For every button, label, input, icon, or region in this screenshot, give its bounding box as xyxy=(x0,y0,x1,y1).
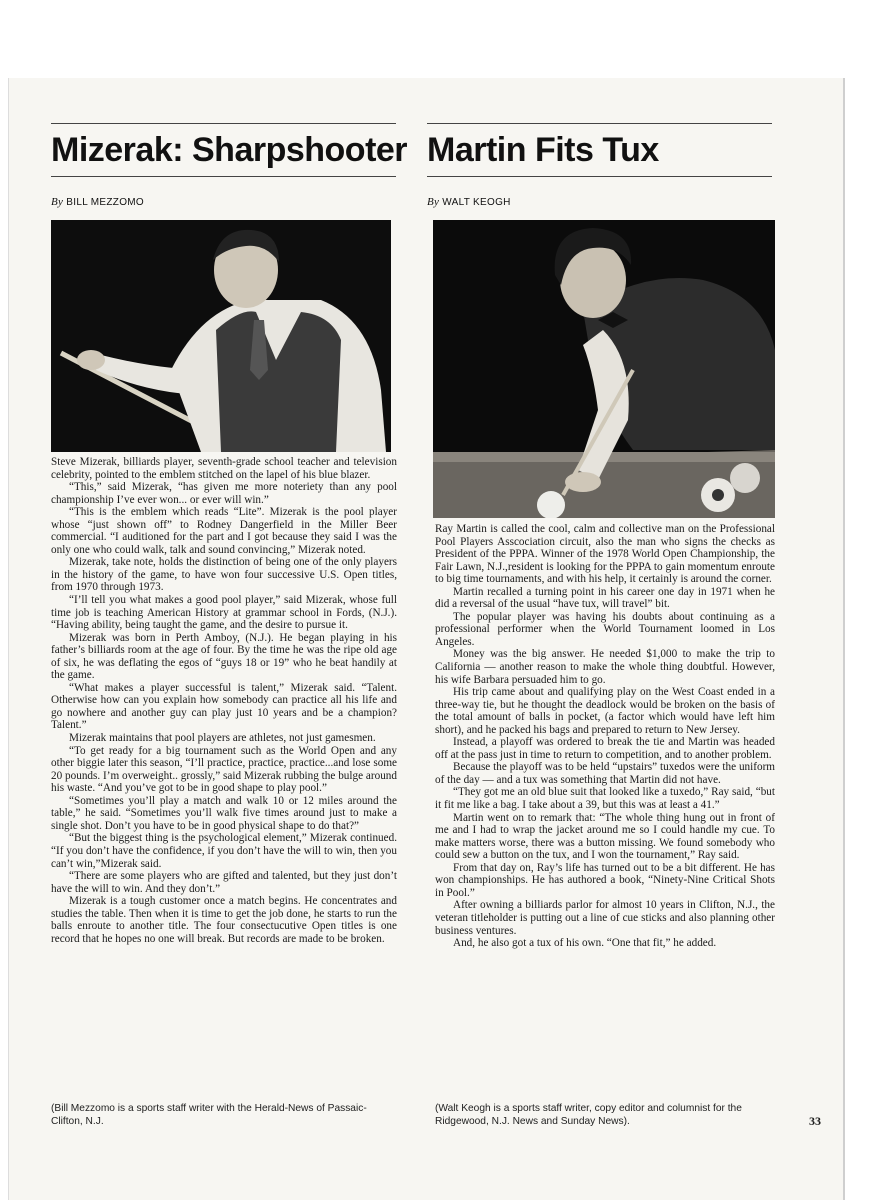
magazine-page xyxy=(8,78,845,1200)
right-byline xyxy=(427,196,511,208)
paragraph: “But the biggest thing is the psychological element,” Mizerak continued. “If you don’t have the confidence, if you don’t have the will to win, then you can’t win,”Mizerak said. xyxy=(51,832,397,870)
page-number: 33 xyxy=(809,1114,821,1128)
martin-photo-illustration xyxy=(433,220,775,518)
right-article-body xyxy=(435,523,775,950)
paragraph: Instead, a playoff was ordered to break the tie and Martin was headed off at the pass just in time to return to competition, and to another problem. xyxy=(435,736,775,761)
paragraph: Steve Mizerak, billiards player, seventh-grade school teacher and television celebrity, pointed to the emblem stitched on the lapel of his blue blazer. xyxy=(51,456,397,481)
paragraph: “To get ready for a big tournament such as the World Open and any other biggie later this season, “I’ll practice, practice, practice...and lose some 20 pounds. I’m overweight.. grossly,” said Mizerak rubbing the bulge around his waste. “And you’ve got to be in good shape to play pool.” xyxy=(51,744,397,795)
byline-prefix: By xyxy=(427,196,440,208)
paragraph: Because the playoff was to be held “upstairs” tuxedos were the uniform of the day — and a tux was something that Martin did not have. xyxy=(435,761,775,786)
paragraph: “This,” said Mizerak, “has given me more noteriety than any pool championship I’ve ever won... or ever will win.” xyxy=(51,481,397,506)
paragraph: “This is the emblem which reads “Lite”. Mizerak is the pool player whose “just shown off” to Rodney Dangerfield in the Miller Beer commercial. “I auditioned for the part and I got because they said I was the only one who could walk, talk and sound convincing,” Mizerak noted. xyxy=(51,506,397,556)
paragraph: Mizerak maintains that pool players are athletes, not just gamesmen. xyxy=(69,732,376,745)
paragraph: Mizerak is a tough customer once a match begins. He concentrates and studies the table. Then when it is time to get the job done, he starts to run the balls enroute to another title. The four consectucutive Open titles is one record that he hopes no one will break. But records are made to be broken. xyxy=(51,895,397,945)
paragraph: “There are some players who are gifted and talented, but they just don’t have the will to win. And they don’t.” xyxy=(51,870,397,895)
paragraph: After owning a billiards parlor for almost 10 years in Clifton, N.J., the veteran titleholder is putting out a line of cue sticks and also planning other business ventures. xyxy=(435,899,775,937)
headline-rule-top xyxy=(427,123,772,124)
paragraph: “What makes a player successful is talent,” Mizerak said. “Talent. Otherwise how can you explain how somebody can practice all his life and go nowhere and another guy can play just 10 years and be a champion? Talent.” xyxy=(51,681,397,732)
paragraph: From that day on, Ray’s life has turned out to be a bit different. He has won championships. He has authored a book, “Ninety-Nine Critical Shots in Pool.” xyxy=(435,861,775,899)
paragraph: Money was the big answer. He needed $1,000 to make the trip to California — another reason to make the whole thing doubtful. However, his wife Barbara persuaded him to go. xyxy=(435,648,775,686)
left-article-body xyxy=(51,456,397,945)
paragraph: “I’ll tell you what makes a good pool player,” said Mizerak, whose full time job is teaching American History at grammar school in Fords, (N.J.). “Having ability, being taught the game, and the desire to pursue it. xyxy=(51,594,397,632)
paragraph: Mizerak was born in Perth Amboy, (N.J.). He began playing in his father’s billiards room at the age of four. By the time he was the ripe old age of six, he was deflating the egos of “guys 18 or 19” who he beat handily at the game. xyxy=(51,631,397,682)
paragraph: “Sometimes you’ll play a match and walk 10 or 12 miles around the table,” he said. “Sometimes you’ll walk five times around just to make a single shot. Don’t you have to be in good physical shape to do that?” xyxy=(51,794,397,832)
martin-photo xyxy=(433,220,775,518)
right-footnote: (Walt Keogh is a sports staff writer, copy editor and columnist for the Ridgewood, N.J. News and Sunday News). xyxy=(435,1103,742,1127)
byline-prefix: By xyxy=(51,196,64,208)
left-byline xyxy=(51,196,144,208)
left-footnote: (Bill Mezzomo is a sports staff writer with the Herald-News of Passaic-Clifton, N.J. xyxy=(51,1103,367,1127)
paragraph: Ray Martin is called the cool, calm and collective man on the Professional Pool Players Asscociation circuit, also the man who signs the checks as President of the PPPA. Winner of the 1978 World Open Championship, the Fair Lawn, N.J.,resident is looking for the PPPA to gain momentum enroute to big time tournaments, and with his help, it certainly is around the corner. xyxy=(435,523,775,586)
headline-rule-bottom xyxy=(427,176,772,177)
paragraph: And, he also got a tux of his own. “One that fit,” he added. xyxy=(453,937,717,950)
paragraph: Mizerak, take note, holds the distinction of being one of the only players in the history of the game, to have won four successive U.S. Open titles, from 1970 through 1973. xyxy=(51,556,397,594)
left-headline: Mizerak: Sharpshooter xyxy=(51,131,408,169)
paragraph: Martin went on to remark that: “The whole thing hung out in front of me and I had to wrap the jacket around me so I could handle my cue. To make matters worse, there was a button missing. We found somebody who could sew a button on the tux, and I won the tournament,” Ray said. xyxy=(435,811,775,862)
mizerak-photo-illustration xyxy=(51,220,391,452)
byline-author: BILL MEZZOMO xyxy=(66,197,144,208)
byline-author: WALT KEOGH xyxy=(442,197,511,208)
headline-rule-bottom xyxy=(51,176,396,177)
right-headline: Martin Fits Tux xyxy=(427,131,659,169)
mizerak-photo xyxy=(51,220,391,452)
paragraph: The popular player was having his doubts about continuing as a professional performer when the World Tournament loomed in Los Angeles. xyxy=(435,610,775,648)
headline-rule-top xyxy=(51,123,396,124)
paragraph: “They got me an old blue suit that looked like a tuxedo,” Ray said, “but it fit me like a bag. I take about a 39, but this was at least a 41.” xyxy=(435,786,775,812)
paragraph: Martin recalled a turning point in his career one day in 1971 when he did a reversal of the usual “have tux, will travel” bit. xyxy=(435,585,775,611)
paragraph: His trip came about and qualifying play on the West Coast ended in a three-way tie, but he thought the deadlock would be broken on the basis of the total amount of balls in pocket, (a factor which would have left him short), and he packed his bags and prepared to return to New Jersey. xyxy=(435,686,775,736)
